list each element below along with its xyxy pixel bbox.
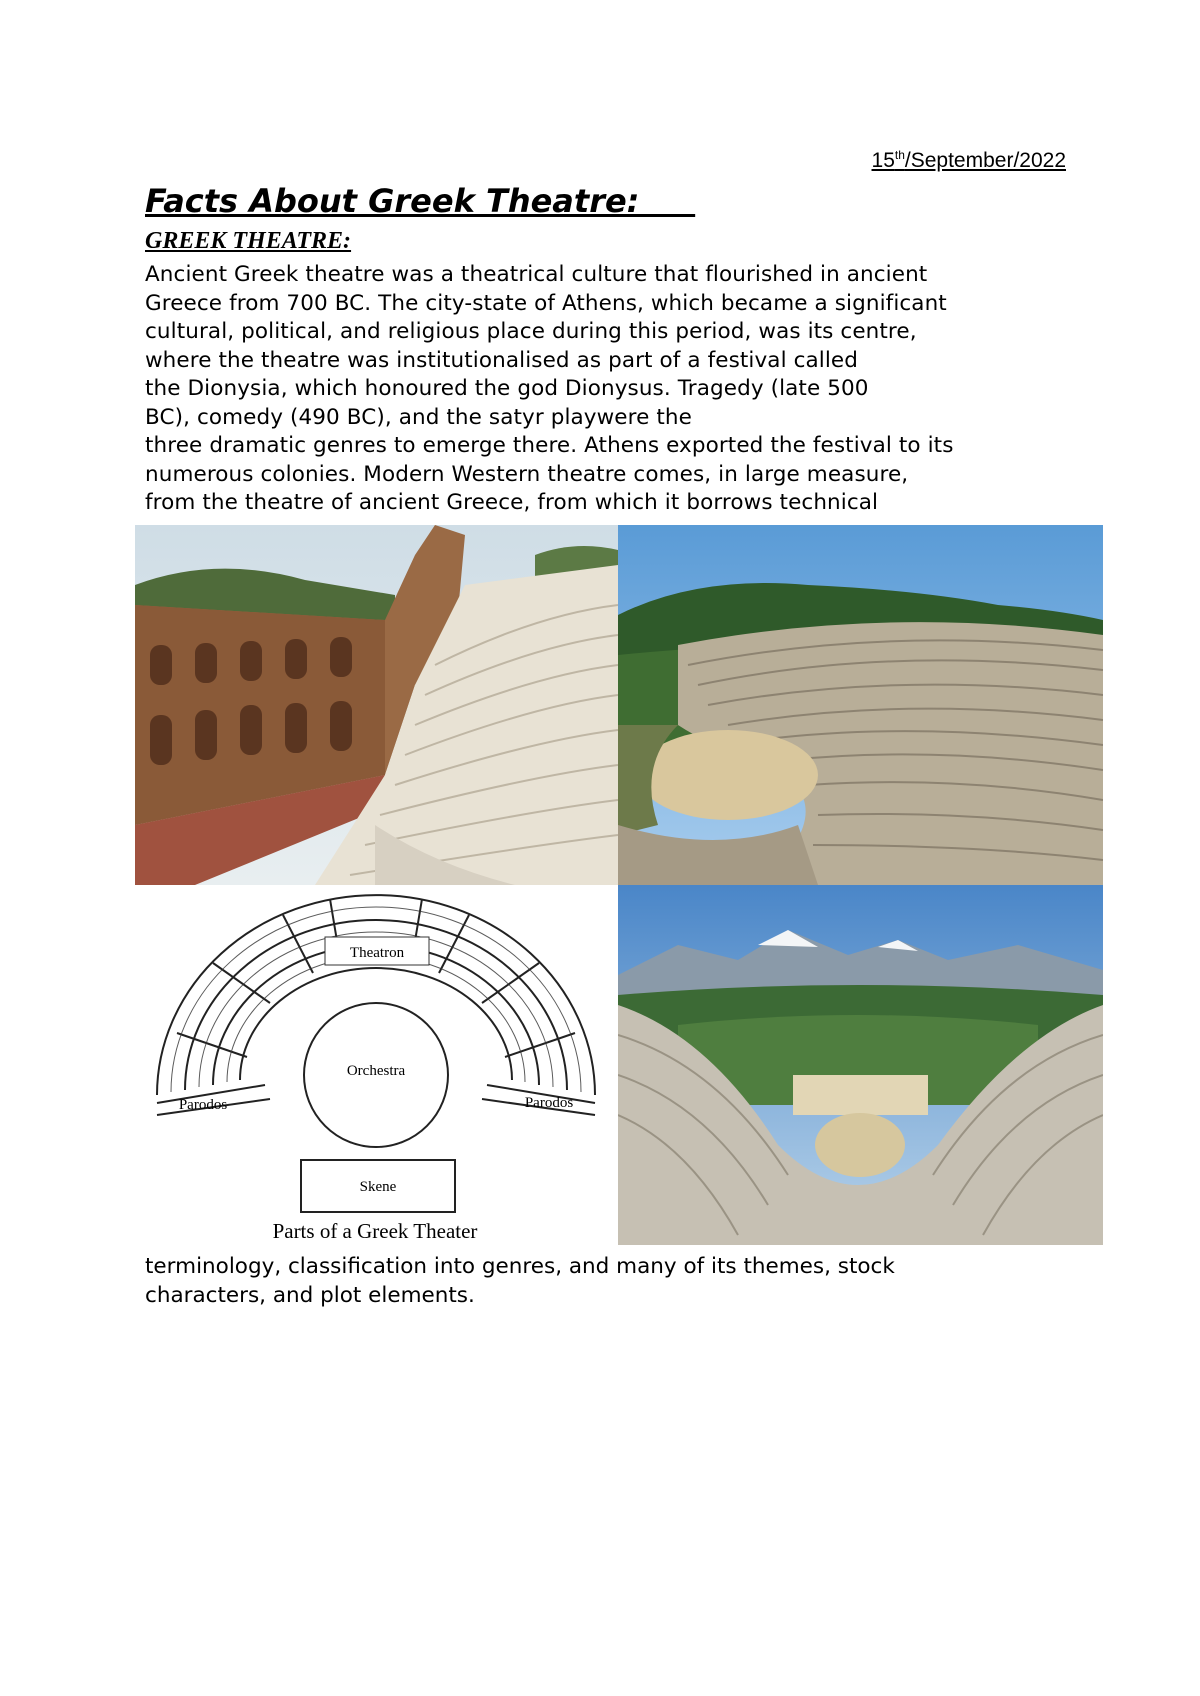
odeon-photo (135, 525, 618, 885)
body-paragraph-continued (145, 1253, 1105, 1310)
paragraph-line: numerous colonies. Modern Western theatre comes, in large measure, (145, 461, 909, 487)
aerial-theatre-photo (618, 885, 1103, 1245)
skene-label: Skene (359, 1179, 397, 1195)
orchestra-label: Orchestra (346, 1063, 406, 1079)
section-heading: GREEK THEATRE: (145, 228, 352, 254)
paragraph-line: BC), comedy (490 BC), and the satyr playwere the (145, 404, 692, 430)
paragraph-line: three dramatic genres to emerge there. Athens exported the festival to its (145, 433, 954, 458)
paragraph-line: the Dionysia, which honoured the god Dionysus. Tragedy (late 500 (145, 376, 869, 401)
theatron-label: Theatron (349, 945, 405, 961)
paragraph-line: cultural, political, and religious place during this period, was its centre, (145, 319, 917, 344)
theater-diagram (135, 885, 618, 1245)
diagram-caption: Parts of a Greek Theater (272, 1219, 478, 1243)
paragraph-line: from the theatre of ancient Greece, from which it borrows technical (145, 490, 879, 515)
paragraph-line: terminology, classification into genres, and many of its themes, stock (145, 1254, 895, 1279)
page-title: Facts About Greek Theatre: (145, 182, 696, 220)
paragraph-line: Greece from 700 BC. The city-state of Athens, which became a significant (145, 290, 947, 316)
paragraph-line: characters, and plot elements. (145, 1282, 475, 1308)
parodos-right-label: Parodos (524, 1095, 574, 1111)
paragraph-line: where the theatre was institutionalised as part of a festival called (145, 347, 859, 373)
document-date: 15th/September/2022 (871, 148, 1066, 172)
epidaurus-photo (618, 525, 1103, 885)
parodos-left-label: Parodos (178, 1097, 228, 1113)
paragraph-line: Ancient Greek theatre was a theatrical culture that flourished in ancient (145, 262, 928, 287)
body-paragraph (145, 261, 1105, 518)
